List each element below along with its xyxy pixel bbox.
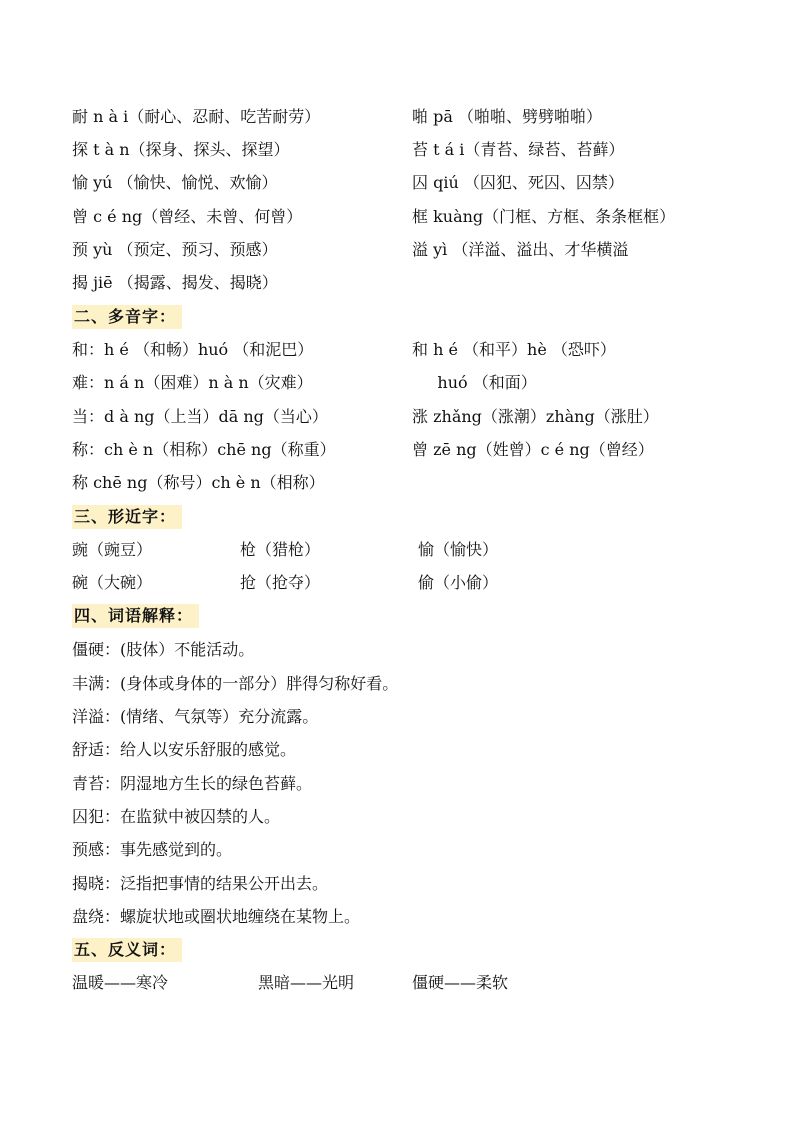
definition-item: 丰满：(身体或身体的一部分）胖得匀称好看。 [72, 674, 399, 693]
vocab-entry: 探 t à n（探身、探头、探望） [72, 140, 290, 159]
section-heading-definitions: 四、词语解释： [72, 604, 199, 628]
similar-char-entry: 愉（愉快） [418, 540, 499, 559]
vocab-entry: 苔 t á i（青苔、绿苔、苔藓） [412, 140, 625, 159]
polyphonic-entry: 涨 zhǎng（涨潮）zhàng（涨肚） [412, 407, 659, 426]
definition-item: 揭晓：泛指把事情的结果公开出去。 [72, 874, 329, 893]
similar-char-entry: 豌（豌豆） [72, 540, 153, 559]
vocab-entry: 愉 yú （愉快、愉悦、欢愉） [72, 173, 278, 192]
polyphonic-entry: 当：d à ng（上当）dā ng（当心） [72, 407, 328, 426]
polyphonic-entry: huó （和面） [412, 373, 537, 392]
polyphonic-entry: 和 h é （和平）hè （恐吓） [412, 340, 616, 359]
definition-item: 僵硬：(肢体）不能活动。 [72, 640, 255, 659]
vocab-entry: 预 yù （预定、预习、预感） [72, 240, 278, 259]
vocab-entry: 曾 c é ng（曾经、未曾、何曾） [72, 207, 303, 226]
antonym-pair: 温暖——寒冷 [72, 973, 169, 992]
vocab-entry: 囚 qiú （囚犯、死囚、囚禁） [412, 173, 624, 192]
definition-item: 舒适：给人以安乐舒服的感觉。 [72, 740, 297, 759]
similar-char-entry: 枪（猎枪） [240, 540, 321, 559]
definition-item: 囚犯：在监狱中被囚禁的人。 [72, 807, 281, 826]
similar-char-entry: 偷（小偷） [418, 573, 499, 592]
antonym-pair: 僵硬——柔软 [412, 973, 509, 992]
vocab-entry: 溢 yì （洋溢、溢出、才华横溢 [412, 240, 629, 259]
polyphonic-entry: 称：ch è n（相称）chē ng（称重） [72, 440, 336, 459]
polyphonic-entry: 难：n á n（困难）n à n（灾难） [72, 373, 313, 392]
vocab-entry: 啪 pā （啪啪、劈劈啪啪） [412, 107, 602, 126]
definition-item: 预感：事先感觉到的。 [72, 840, 233, 859]
polyphonic-entry: 称 chē ng（称号）ch è n（相称） [72, 473, 325, 492]
similar-char-entry: 抢（抢夺） [240, 573, 321, 592]
vocab-entry: 耐 n à i（耐心、忍耐、吃苦耐劳） [72, 107, 321, 126]
polyphonic-entry: 和：h é （和畅）huó （和泥巴） [72, 340, 314, 359]
similar-char-entry: 碗（大碗） [72, 573, 153, 592]
antonym-pair: 黑暗——光明 [258, 973, 355, 992]
definition-item: 盘绕：螺旋状地或圈状地缠绕在某物上。 [72, 907, 361, 926]
vocab-entry: 揭 jiē （揭露、揭发、揭晓） [72, 273, 278, 292]
section-heading-polyphonic: 二、多音字： [72, 305, 182, 329]
definition-item: 洋溢：(情绪、气氛等）充分流露。 [72, 707, 319, 726]
definition-item: 青苔：阴湿地方生长的绿色苔藓。 [72, 774, 313, 793]
polyphonic-entry: 曾 zē ng（姓曾）c é ng（曾经） [412, 440, 654, 459]
section-heading-antonyms: 五、反义词： [72, 938, 182, 962]
section-heading-similar-chars: 三、形近字： [72, 505, 182, 529]
vocab-entry: 框 kuàng（门框、方框、条条框框） [412, 207, 676, 226]
